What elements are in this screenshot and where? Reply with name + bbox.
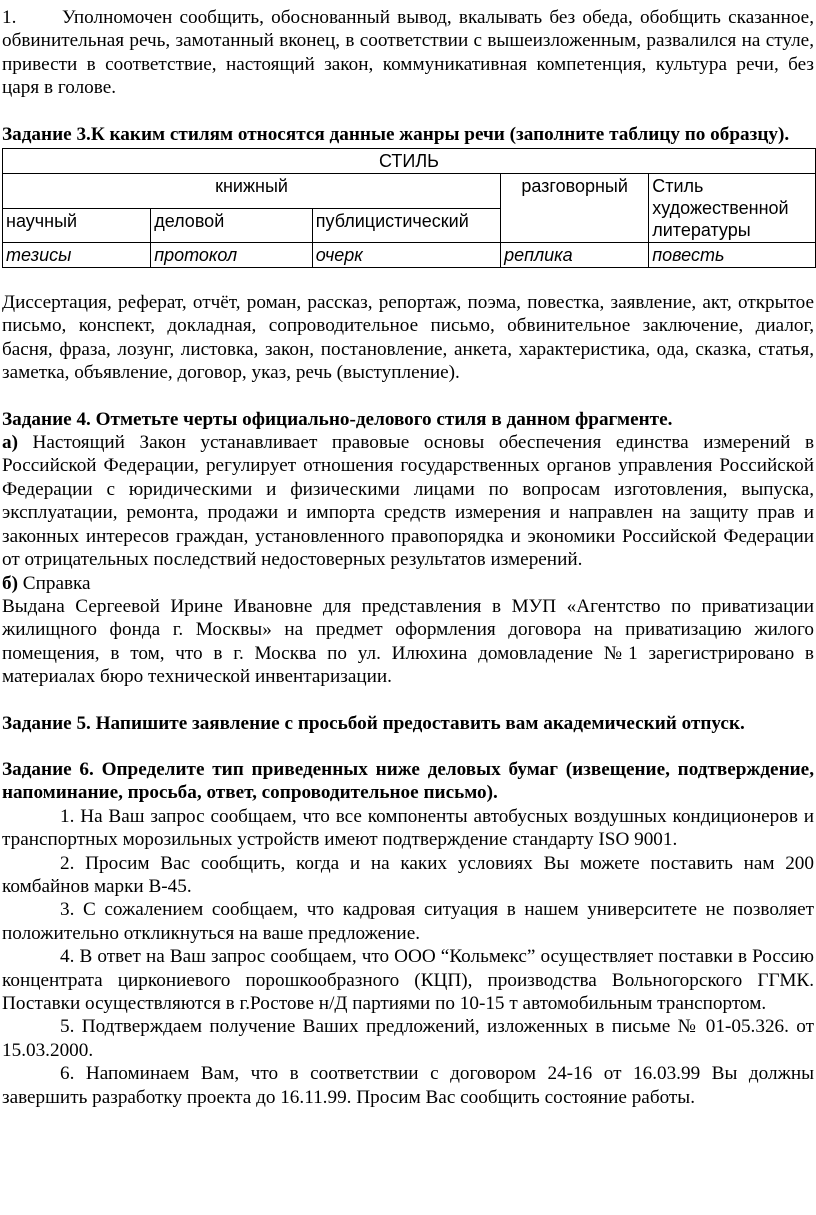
- table-header-style: СТИЛЬ: [3, 149, 816, 174]
- item-1-text: Уполномочен сообщить, обоснованный вывод, вкалывать без обеда, обобщить сказанное, обвинительная речь, замотанный вконец, в соответствии с вышеизложенным, развалился на стуле, привести в соответствие, настоящий закон, коммуникативная компетенция, культура речи, без царя в голове.: [2, 7, 814, 99]
- fragment-a: [2, 431, 814, 571]
- fragment-b-title: [2, 572, 814, 595]
- task-6-item: 5. Подтверждаем получение Ваших предложений, изложенных в письме № 01-05.326. от 15.03.2000.: [2, 1016, 814, 1061]
- fragment-a-text: Настоящий Закон устанавливает правовые основы обеспечения единства измерений в Российской Федерации, регулирует отношения государственных органов управления Российской Федерации с юридическими и физическими лицами по вопросам изготовления, выпуска, эксплуатации, ремонта, продажи и импорта средств измерения и направлен на защиту прав и законных интересов граждан, установленного правопорядка и экономики Российской Федерации от отрицательных последствий недостоверных результатов измерений.: [2, 432, 814, 571]
- table-header-journalistic: публицистический: [312, 208, 500, 243]
- spacer: [2, 385, 814, 408]
- genres-list: Диссертация, реферат, отчёт, роман, рассказ, репортаж, поэма, повестка, заявление, акт, открытое письмо, конспект, докладная, сопроводительное письмо, обвинительное заключение, диалог, басня, фраза, лозунг, листовка, закон, постановление, анкета, характеристика, ода, сказка, статья, заметка, объявление, договор, указ, речь (выступление).: [2, 292, 814, 384]
- spacer: [2, 268, 814, 291]
- fragment-b-title-text: Справка: [17, 572, 91, 594]
- table-example-cell: тезисы: [3, 243, 151, 268]
- table-header-scientific: научный: [3, 208, 151, 243]
- task-6-item: 1. На Ваш запрос сообщаем, что все компоненты автобусных воздушных кондиционеров и транспортных морозильных устройств имеют подтверждение стандарту ISO 9001.: [2, 805, 814, 851]
- task-6-item: 6. Напоминаем Вам, что в соответствии с договором 24-16 от 16.03.99 Вы должны завершить разработку проекта до 16.11.99. Просим Вас сообщить состояние работы.: [2, 1063, 814, 1108]
- table-example-cell: повесть: [649, 243, 816, 268]
- fragment-a-label: а): [2, 432, 18, 454]
- table-header-colloquial: разговорный: [501, 174, 649, 243]
- table-example-cell: протокол: [151, 243, 313, 268]
- spacer: [2, 735, 814, 758]
- task-6-item: 2. Просим Вас сообщить, когда и на каких условиях Вы можете поставить нам 200 комбайнов марки В-45.: [2, 852, 814, 897]
- task-6-item: 4. В ответ на Ваш запрос сообщаем, что ООО “Кольмекс” осуществляет поставки в Россию концентрата циркониевого порошкообразного (КЦП), производства Вольногорского ГГМК. Поставки осуществляются в г.Ростове н/Д партиями по 10-15 т автомобильным транспортом.: [2, 946, 814, 1014]
- styles-table: [2, 148, 816, 268]
- task-4-heading: Задание 4. Отметьте черты официально-делового стиля в данном фрагменте.: [2, 408, 673, 430]
- fragment-b-label: б): [2, 572, 18, 594]
- task-6-item: 3. С сожалением сообщаем, что кадровая ситуация в нашем университете не позволяет положительно откликнуться на ваше предложение.: [2, 899, 814, 944]
- item-1: [2, 6, 814, 100]
- table-header-business: деловой: [151, 208, 313, 243]
- table-example-cell: реплика: [501, 243, 649, 268]
- table-example-cell: очерк: [312, 243, 500, 268]
- task-5-heading: Задание 5. Напишите заявление с просьбой предоставить вам академический отпуск.: [2, 712, 745, 734]
- task-3-heading: Задание 3.К каким стилям относятся данные жанры речи (заполните таблицу по образцу).: [2, 123, 790, 145]
- fragment-b-body: Выдана Сергеевой Ирине Ивановне для представления в МУП «Агентство по приватизации жилищного фонда г. Москвы» на предмет оформления договора на приватизацию жилого помещения, в том, что в г. Москва по ул. Илюхина домовладение №1 зарегистрировано в материалах бюро технической инвентаризации.: [2, 595, 814, 688]
- table-header-bookish: книжный: [3, 174, 501, 209]
- item-1-number: 1.: [2, 7, 17, 28]
- spacer: [2, 100, 814, 123]
- table-header-literary: Стиль художественной литературы: [649, 174, 816, 243]
- task-6-heading: Задание 6. Определите тип приведенных ниже деловых бумаг (извещение, подтверждение, напоминание, просьба, ответ, сопроводительное письмо).: [2, 758, 814, 804]
- spacer: [2, 689, 814, 712]
